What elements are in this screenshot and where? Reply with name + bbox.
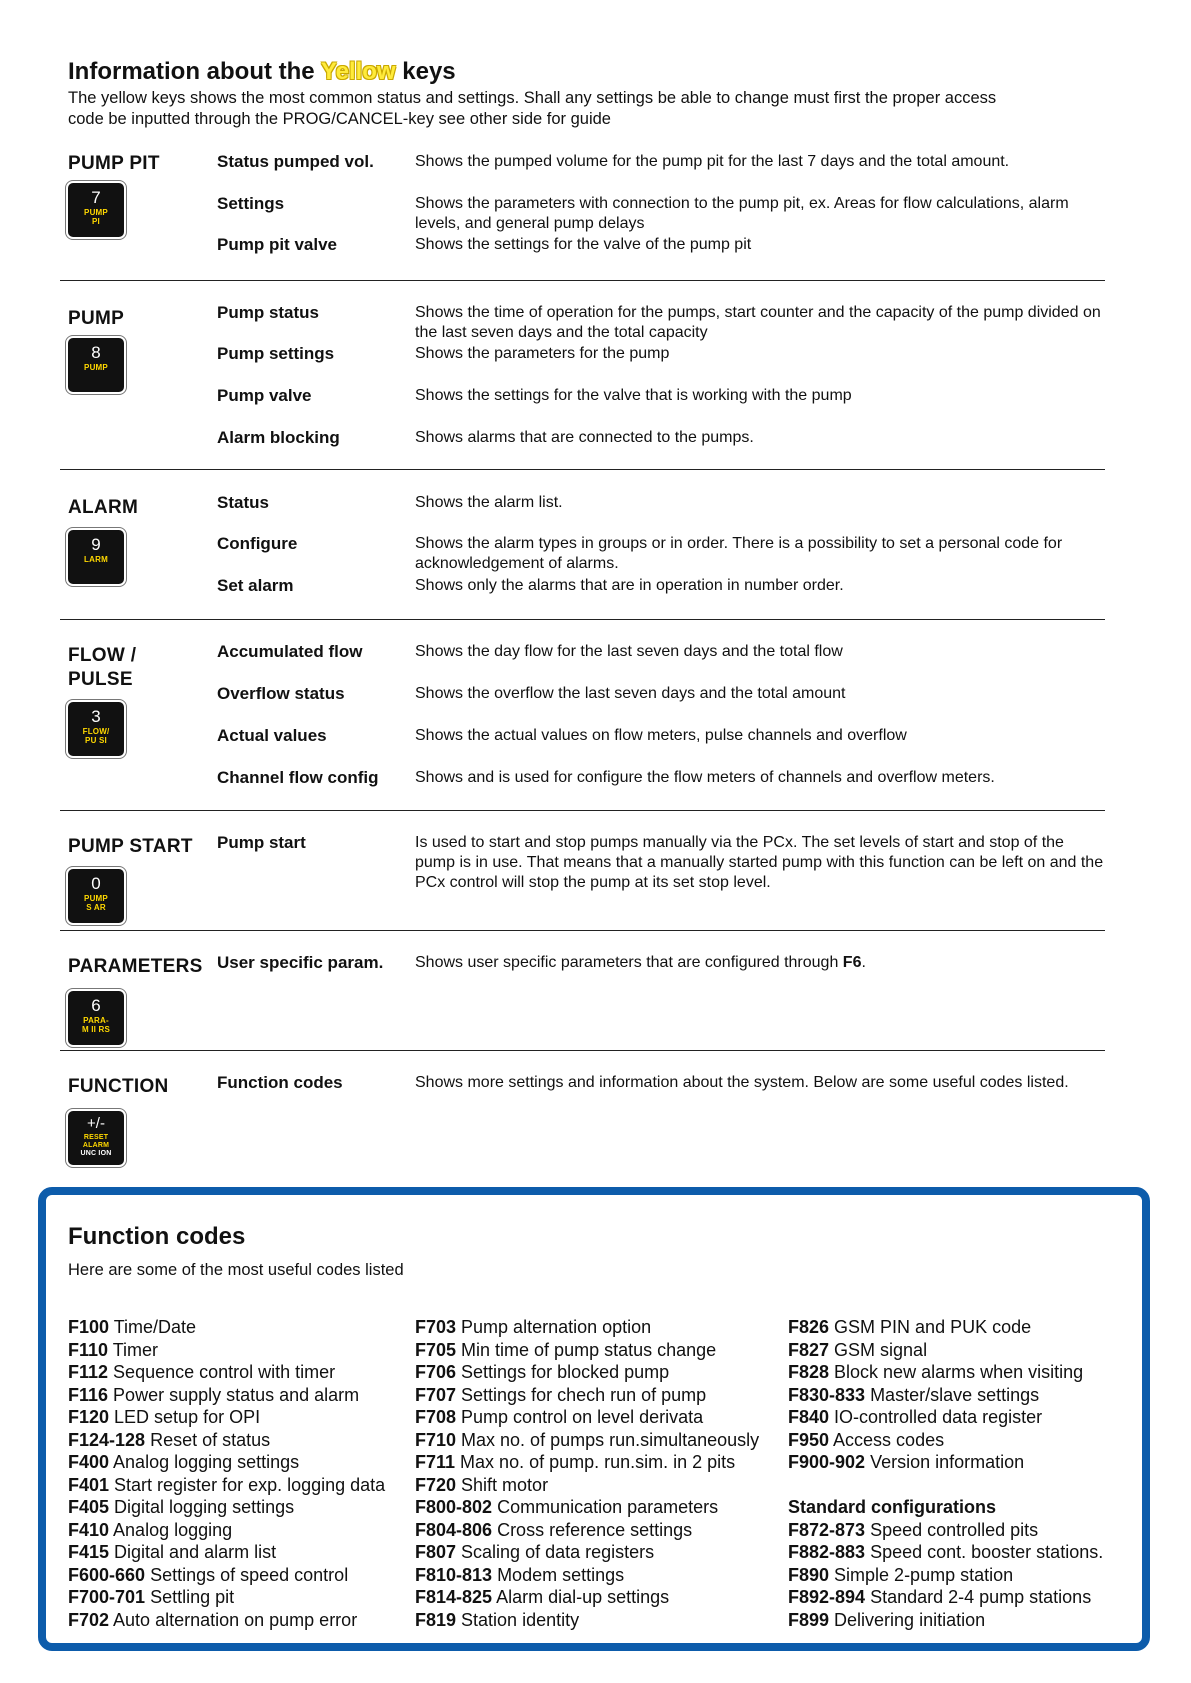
function-code-item [415,1519,759,1542]
row-label: Accumulated flow [217,642,363,661]
row-label: Actual values [217,726,327,745]
function-code-description: Reset of status [145,1429,271,1450]
section-function [60,1051,1105,1171]
function-code-item [68,1564,385,1587]
row-description: Shows the settings for the valve of the pump pit [415,236,752,253]
function-code-description: Simple 2-pump station [829,1564,1014,1585]
function-code-description: Alarm dial-up settings [492,1587,670,1607]
function-code-item [415,1361,759,1384]
function-code-item [68,1316,385,1339]
desc-bold-code: F6 [842,954,862,971]
function-code: F410 [68,1519,110,1540]
function-code: F814-825 [415,1587,493,1607]
function-codes-intro: Here are some of the most useful codes listed [68,1261,404,1279]
function-code-item [415,1339,759,1362]
function-code-description: Pump alternation option [456,1317,652,1337]
function-code: F819 [415,1609,457,1630]
row-label: Settings [217,194,285,213]
function-code-description: Settling pit [145,1587,235,1607]
function-code: F710 [415,1429,457,1450]
function-code-item [415,1474,759,1497]
function-code-description: Cross reference settings [492,1519,693,1540]
section-alarm [60,470,1105,620]
function-code-description: Communication parameters [492,1497,719,1517]
row-label: Pump status [217,303,320,322]
section-title: FUNCTION [68,1076,169,1097]
function-code-item [415,1609,759,1632]
title-after: keys [402,58,456,85]
function-code: F810-813 [415,1564,493,1585]
function-code: F703 [415,1317,457,1337]
key-3-button[interactable] [66,700,126,758]
row-label: Function codes [217,1073,343,1092]
function-code-description: GSM PIN and PUK code [829,1317,1032,1337]
function-code-description: Shift motor [456,1474,549,1495]
function-code: F830-833 [788,1384,866,1405]
row-label: Alarm blocking [217,428,340,447]
function-code: F600-660 [68,1564,146,1585]
row-description: Shows the time of operation for the pumps, start counter and the capacity of the pump divided on the last seven days and the total capacity [415,304,1101,341]
function-code-item [788,1609,1103,1632]
function-code-description: Max no. of pump. run.sim. in 2 pits [455,1452,736,1472]
intro-line-1: The yellow keys shows the most common status and settings. Shall any settings be able to change must first the proper access [68,89,997,107]
row-description: Shows the overflow the last seven days and the total amount [415,685,846,702]
codes-column-3 [788,1316,1103,1631]
function-code: F800-802 [415,1497,493,1517]
function-code-item [68,1541,385,1564]
function-code: F120 [68,1407,110,1427]
function-code: F804-806 [415,1519,493,1540]
function-code-item [68,1451,385,1474]
key-sub-label: LARM [84,555,108,564]
section-title-line-2: PULSE [68,669,133,690]
function-code: F405 [68,1497,110,1517]
function-code: F124-128 [68,1429,146,1450]
section-pump [60,281,1105,470]
key-8-button[interactable] [66,336,126,394]
section-pump-pit [60,138,1105,281]
section-title: FLOW / [68,645,137,666]
function-code: F100 [68,1317,110,1337]
function-code-item [68,1406,385,1429]
row-description: Shows the settings for the valve that is working with the pump [415,387,852,404]
function-code-description: Block new alarms when visiting [829,1362,1084,1382]
function-code: F892-894 [788,1587,866,1607]
row-description [415,953,1105,973]
function-code: F415 [68,1542,110,1562]
function-code-item [415,1406,759,1429]
row-description: Shows only the alarms that are in operation in number order. [415,577,844,594]
row-label: Channel flow config [217,768,379,787]
function-code-item [415,1541,759,1564]
section-flow-pulse [60,620,1105,811]
section-title: PUMP START [68,836,193,857]
function-code-item [788,1519,1103,1542]
row-description: Shows alarms that are connected to the pumps. [415,429,754,446]
function-code-description: Digital and alarm list [109,1542,277,1562]
key-sub-label: PUMP [84,208,108,217]
function-code: F807 [415,1542,457,1562]
function-code: F827 [788,1339,830,1360]
function-code: F950 [788,1429,830,1450]
row-description: Shows and is used for configure the flow meters of channels and overflow meters. [415,769,995,786]
desc-text: Shows user specific parameters that are configured through [415,954,839,971]
function-code-item [68,1496,385,1519]
function-code-item [415,1586,759,1609]
function-code-description: Access codes [829,1429,945,1450]
function-code: F110 [68,1339,109,1360]
function-code: F116 [68,1384,109,1405]
key-sub-label: PUMP [84,894,108,903]
function-code-description: Digital logging settings [109,1497,295,1517]
title-before: Information about the [68,58,315,85]
function-code-item [788,1541,1103,1564]
key-sub-label: PUMP [84,363,108,372]
function-code: F700-701 [68,1587,146,1607]
key-sub-label: M II RS [81,1025,111,1034]
row-description: Shows the actual values on flow meters, pulse channels and overflow [415,727,907,744]
desc-end: . [861,954,866,971]
key-0-button[interactable] [66,867,126,925]
section-title: PARAMETERS [68,956,203,977]
function-code-item [415,1316,759,1339]
function-code: F720 [415,1474,457,1495]
row-label: Overflow status [217,684,345,703]
function-code: F401 [68,1474,110,1495]
function-code: F702 [68,1609,110,1630]
key-sub-label: UNC ION [80,1150,112,1157]
function-code-item [788,1316,1103,1339]
section-title: ALARM [68,497,139,518]
key-number: 0 [91,874,101,893]
key-sub-label: PI [92,217,100,226]
title-yellow-word: Yellow [320,58,396,85]
function-code-description: GSM signal [829,1339,928,1360]
function-code-description: Speed cont. booster stations. [865,1542,1104,1562]
function-code-item [415,1564,759,1587]
function-code-description: Analog logging [109,1519,233,1540]
key-number: +/- [87,1115,105,1132]
function-code: F890 [788,1564,830,1585]
intro-line-2: code be inputted through the PROG/CANCEL-key see other side for guide [68,110,611,128]
function-code-description: Start register for exp. logging data [109,1474,386,1495]
function-code-item [68,1361,385,1384]
function-code-description: IO-controlled data register [829,1407,1043,1427]
key-number: 3 [91,707,101,726]
key-sub-label: PU SI [85,736,107,745]
function-code-description: LED setup for OPI [109,1407,261,1427]
function-code-item [788,1564,1103,1587]
function-code-description: Min time of pump status change [456,1339,717,1360]
function-code-item [68,1429,385,1452]
row-label: Pump pit valve [217,235,337,254]
function-code-item [788,1384,1103,1407]
function-code-description: Analog logging settings [109,1452,300,1472]
row-description: Shows the pumped volume for the pump pit for the last 7 days and the total amount. [415,153,1010,170]
key-sub-label: FLOW/ [82,727,110,736]
function-code: F828 [788,1362,830,1382]
row-description: Shows the alarm types in groups or in order. There is a possibility to set a personal code for acknowledgement of alarms. [415,535,1063,572]
key-sub-label: RESET [83,1134,109,1141]
row-description: Shows the parameters with connection to the pump pit, ex. Areas for flow calculations, alarm levels, and general pump delays [415,195,1069,232]
function-code-description: Standard 2-4 pump stations [865,1587,1092,1607]
spacer [788,1474,1103,1497]
key-7-button[interactable] [66,181,126,239]
function-code-description: Delivering initiation [829,1609,986,1630]
function-code-item [788,1339,1103,1362]
function-codes-box [38,1187,1150,1651]
key-number: 8 [91,343,101,362]
function-codes-title: Function codes [68,1223,246,1250]
key-number: 9 [91,535,101,554]
key-6-button[interactable] [66,989,126,1047]
function-code-description: Time/Date [109,1317,197,1337]
function-code: F711 [415,1452,456,1472]
function-code-description: Version information [865,1452,1025,1472]
function-code-item [415,1496,759,1519]
function-code: F706 [415,1362,457,1382]
function-code-item [68,1609,385,1632]
function-code: F400 [68,1452,110,1472]
key-9-button[interactable] [66,528,126,586]
function-code-description: Max no. of pumps run.simultaneously [456,1429,760,1450]
function-code-item [68,1384,385,1407]
codes-column-2 [415,1316,759,1631]
function-code-item [788,1451,1103,1474]
function-code-description: Power supply status and alarm [108,1384,360,1405]
function-code-item [415,1384,759,1407]
function-code-item [68,1519,385,1542]
function-code: F872-873 [788,1519,866,1540]
function-code-item [788,1586,1103,1609]
row-label: Set alarm [217,576,294,595]
function-code-item [788,1406,1103,1429]
function-code-description: Auto alternation on pump error [109,1609,358,1630]
key-sub-label: ALARM [82,1142,110,1149]
row-label: Pump start [217,833,306,852]
row-description: Is used to start and stop pumps manually via the PCx. The set levels of start and stop of the pump is in use. That means that a manually started pump with this function can be left on and the PCx control will stop the pump at its set stop level. [415,834,1104,891]
row-label: Pump valve [217,386,312,405]
function-code-description: Pump control on level derivata [456,1407,704,1427]
function-code: F900-902 [788,1452,866,1472]
codes-column-1 [68,1316,385,1631]
function-code: F708 [415,1407,457,1427]
function-code-description: Sequence control with timer [108,1362,336,1382]
section-parameters [60,931,1105,1051]
function-code-item [415,1429,759,1452]
function-code-description: Settings for chech run of pump [456,1384,707,1405]
key-number: 6 [91,996,101,1015]
function-code: F705 [415,1339,457,1360]
standard-configurations-heading: Standard configurations [788,1497,997,1517]
function-code-description: Settings for blocked pump [456,1362,670,1382]
function-code: F826 [788,1317,830,1337]
section-pump-start [60,811,1105,931]
row-description: Shows the day flow for the last seven days and the total flow [415,643,843,660]
function-code-item [415,1451,759,1474]
function-code-description: Modem settings [492,1564,625,1585]
function-code-description: Scaling of data registers [456,1542,655,1562]
header [68,58,1128,130]
row-label: Status [217,493,269,512]
function-code-item [68,1339,385,1362]
function-code-description: Master/slave settings [865,1384,1040,1405]
key-plus-minus-button[interactable] [66,1109,126,1167]
function-code-description: Speed controlled pits [865,1519,1039,1540]
function-code-item [788,1429,1103,1452]
section-title: PUMP PIT [68,153,160,174]
row-label: Configure [217,534,298,553]
function-code: F112 [68,1362,109,1382]
function-code: F899 [788,1609,830,1630]
section-title: PUMP [68,308,125,329]
key-number: 7 [91,188,101,207]
function-code-description: Station identity [456,1609,580,1630]
key-sub-label: S AR [86,903,106,912]
function-code: F707 [415,1384,457,1405]
page-title [68,58,1128,86]
function-code: F882-883 [788,1542,866,1562]
key-sub-label: PARA- [83,1016,109,1025]
function-code-description: Timer [108,1339,159,1360]
function-code-description: Settings of speed control [145,1564,349,1585]
function-code-item [68,1474,385,1497]
row-label: Pump settings [217,344,335,363]
function-code-item [68,1586,385,1609]
row-description: Shows the parameters for the pump [415,345,670,362]
row-description: Shows the alarm list. [415,494,563,511]
row-description: Shows more settings and information about the system. Below are some useful codes listed. [415,1074,1069,1091]
row-label: Status pumped vol. [217,152,374,171]
function-code: F840 [788,1407,830,1427]
function-code-item [788,1361,1103,1384]
row-label: User specific param. [217,953,384,972]
